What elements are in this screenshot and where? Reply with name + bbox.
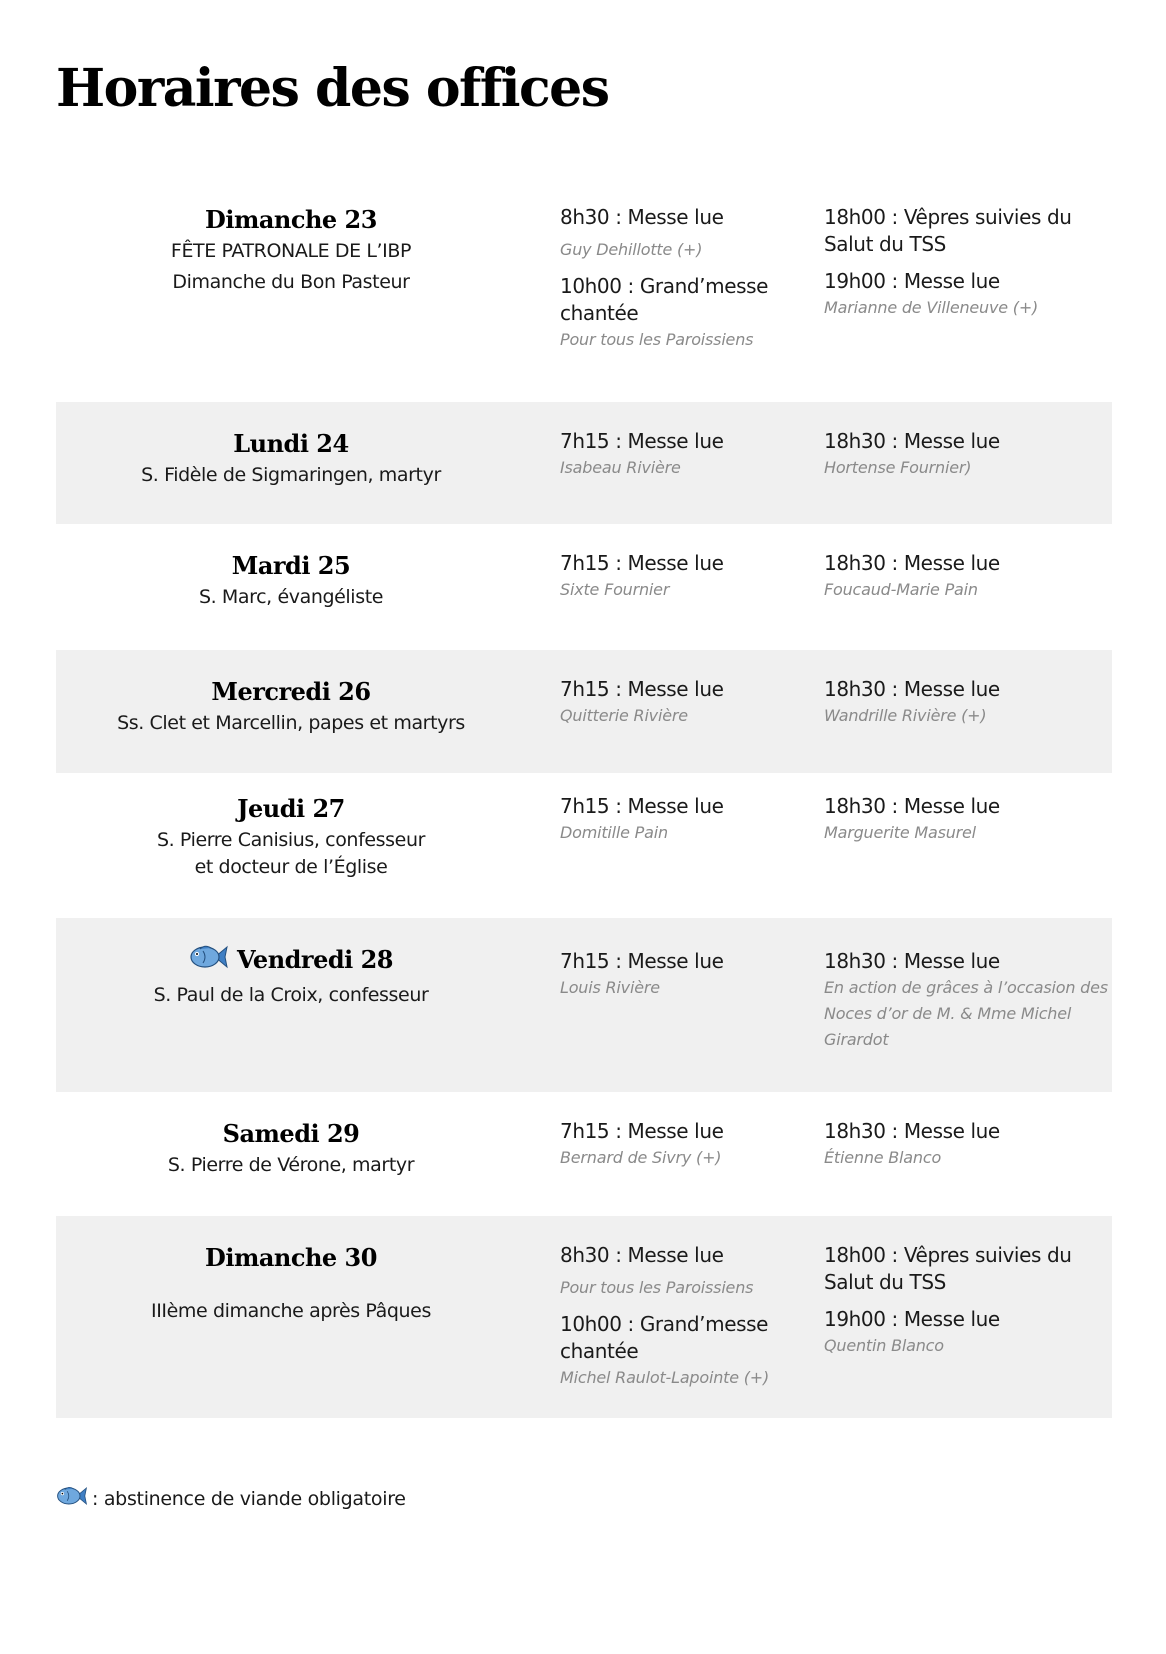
mass-intention: Sixte Fournier [560,580,670,599]
service-time: 18h30 : Messe lue [824,794,1000,818]
morning-services [536,676,816,773]
mass-intention: Domitille Pain [560,823,668,842]
feast-line: S. Pierre Canisius, confesseur [156,829,425,851]
feast-line: Dimanche du Bon Pasteur [172,271,410,293]
day-name-text: Vendredi 28 [237,945,393,974]
day-name: Dimanche 23 [205,205,377,234]
day-row-lundi-24 [56,402,1112,524]
mass-intention: Bernard de Sivry (+) [560,1148,722,1167]
mass-intention: Quentin Blanco [824,1336,944,1355]
service-time: 18h30 : Messe lue [824,677,1000,701]
day-name: Lundi 24 [233,429,349,458]
evening-services [816,550,1112,650]
day-cell [56,676,536,773]
mass-intention: Pour tous les Paroissiens [560,330,754,349]
morning-services [536,942,816,1092]
day-row-dimanche-30 [56,1216,1112,1418]
day-row-mercredi-26 [56,650,1112,773]
day-cell [56,942,536,1092]
legend-text: : abstinence de viande obligatoire [92,1487,406,1510]
mass-intention: Foucaud-Marie Pain [824,580,978,599]
feast-line: S. Paul de la Croix, confesseur [153,984,429,1006]
feast-line: S. Pierre de Vérone, martyr [167,1154,415,1176]
service-time: 7h15 : Messe lue [560,794,724,818]
morning-services [536,1242,816,1418]
fish-icon [56,1484,88,1513]
day-row-mardi-25 [56,524,1112,650]
mass-intention: Isabeau Rivière [560,458,681,477]
day-cell [56,550,536,650]
mass-intention: Marguerite Masurel [824,823,976,842]
service-time: 18h30 : Messe lue [824,429,1000,453]
day-name [56,942,526,980]
day-cell [56,793,536,918]
feast-line: Ss. Clet et Marcellin, papes et martyrs [117,712,465,734]
feast-line: et docteur de l’Église [194,856,388,878]
service-time: 19h00 : Messe lue [824,1307,1000,1331]
day-cell [56,204,536,402]
mass-intention: Guy Dehillotte (+) [560,240,703,259]
day-row-vendredi-28 [56,918,1112,1092]
evening-services [816,428,1112,524]
day-row-samedi-29 [56,1092,1112,1216]
service-time: 18h00 : Vêpres suivies du Salut du TSS [824,205,1072,256]
day-name: Mercredi 26 [211,677,371,706]
mass-intention: Quitterie Rivière [560,706,688,725]
mass-intention: Étienne Blanco [824,1148,942,1167]
service-time: 18h30 : Messe lue [824,1119,1000,1143]
page-title: Horaires des offices [56,58,609,119]
service-time: 18h30 : Messe lue [824,949,1000,973]
service-time: 8h30 : Messe lue [560,1243,724,1267]
service-time: 8h30 : Messe lue [560,205,724,229]
mass-intention: Marianne de Villeneuve (+) [824,298,1039,317]
legend [56,1484,406,1513]
evening-services [816,204,1112,402]
fish-icon [189,942,229,980]
day-name: Samedi 29 [222,1119,360,1148]
mass-intention: Pour tous les Paroissiens [560,1278,754,1297]
mass-intention: Wandrille Rivière (+) [824,706,987,725]
morning-services [536,204,816,402]
service-time: 10h00 : Grand’messe chantée [560,274,769,325]
evening-services [816,942,1112,1092]
evening-services [816,793,1112,918]
morning-services [536,550,816,650]
feast-line: S. Fidèle de Sigmaringen, martyr [141,464,441,486]
day-cell [56,1118,536,1216]
morning-services [536,1118,816,1216]
day-name: Dimanche 30 [205,1243,377,1272]
service-time: 10h00 : Grand’messe chantée [560,1312,769,1363]
morning-services [536,428,816,524]
service-time: 18h30 : Messe lue [824,551,1000,575]
service-time: 7h15 : Messe lue [560,551,724,575]
mass-intention: Louis Rivière [560,978,660,997]
evening-services [816,1242,1112,1418]
evening-services [816,1118,1112,1216]
service-time: 7h15 : Messe lue [560,677,724,701]
mass-intention: Michel Raulot-Lapointe (+) [560,1368,770,1387]
day-row-jeudi-27 [56,773,1112,918]
service-time: 19h00 : Messe lue [824,269,1000,293]
mass-intention: Hortense Fournier) [824,458,972,477]
feast-line: IIIème dimanche après Pâques [151,1300,431,1322]
day-cell [56,428,536,524]
day-name: Jeudi 27 [237,794,345,823]
feast-line: S. Marc, évangéliste [198,586,384,608]
mass-intention: En action de grâces à l’occasion des Noces d’or de M. & Mme Michel Girardot [824,978,1108,1049]
schedule-table [56,198,1112,1418]
day-name: Mardi 25 [231,551,351,580]
evening-services [816,676,1112,773]
day-row-dimanche-23 [56,198,1112,402]
service-time: 18h00 : Vêpres suivies du Salut du TSS [824,1243,1072,1294]
service-time: 7h15 : Messe lue [560,429,724,453]
service-time: 7h15 : Messe lue [560,1119,724,1143]
day-cell [56,1242,536,1418]
morning-services [536,793,816,918]
feast-line: FÊTE PATRONALE DE L’IBP [170,240,412,262]
service-time: 7h15 : Messe lue [560,949,724,973]
